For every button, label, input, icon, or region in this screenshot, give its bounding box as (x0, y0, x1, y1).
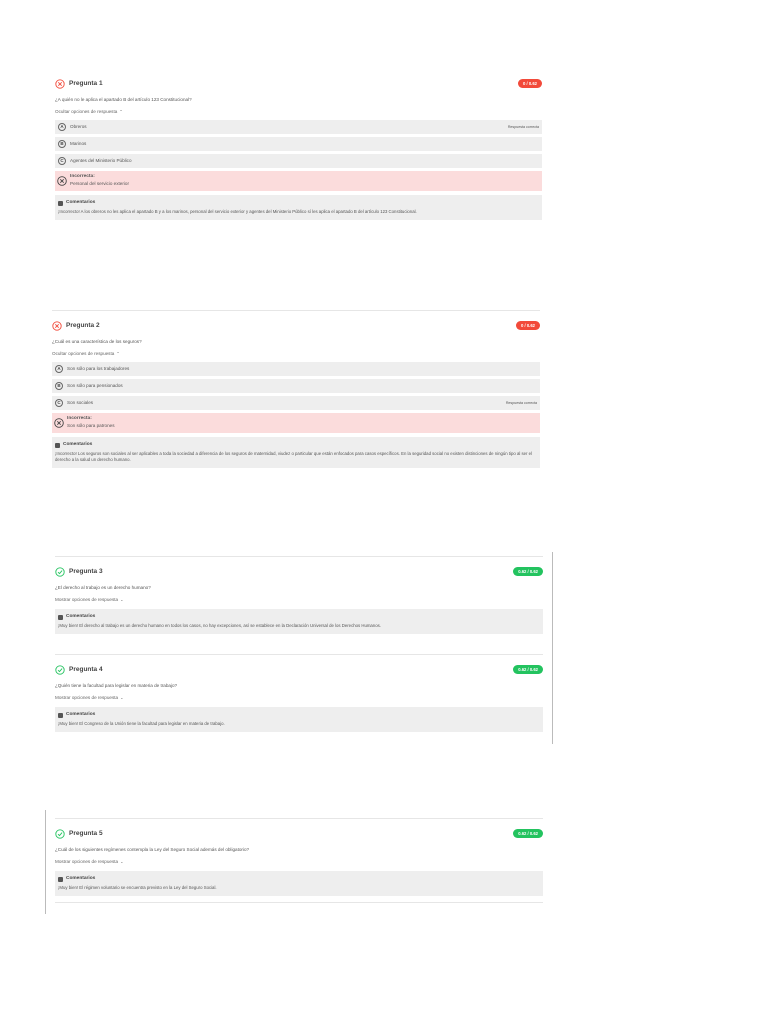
question-text: ¿Cuál es una característica de los seguros? (52, 339, 142, 344)
incorrect-label: Incorrecta: (67, 416, 92, 421)
comment-title: Comentarios (66, 614, 96, 619)
option-label: Son sólo para patrones (67, 423, 115, 428)
score-badge: 0.62 / 0.62 (513, 665, 543, 674)
comment-icon (55, 443, 60, 448)
incorrect-circle-icon (52, 321, 62, 331)
comment-title: Comentarios (66, 712, 96, 717)
option-letter: B (58, 140, 66, 148)
question-title: Pregunta 2 (66, 322, 100, 329)
page-edge-line (45, 810, 46, 914)
selected-incorrect-option[interactable] (55, 171, 542, 191)
question-text: ¿A quién no le aplica el apartado B del artículo 123 Constitucional? (55, 97, 192, 102)
comment-icon (58, 201, 63, 206)
answer-option-a[interactable] (55, 120, 542, 134)
option-label: Personal del servicio exterior (70, 181, 129, 186)
comment-title: Comentarios (63, 442, 93, 447)
chevron-up-icon: ⌃ (119, 109, 123, 114)
selected-incorrect-option[interactable] (52, 413, 540, 433)
question-header (55, 567, 543, 581)
toggle-label: Ocultar opciones de respuesta (55, 109, 118, 114)
correct-answer-tag: Respuesta correcta (507, 124, 539, 129)
scrollbar-edge (552, 552, 553, 744)
toggle-options-link[interactable] (55, 695, 543, 701)
chevron-down-icon: ⌄ (120, 859, 124, 864)
answer-option-c[interactable] (55, 154, 542, 168)
option-label: Son sólo para pensionados (67, 383, 123, 388)
comment-header (58, 200, 539, 206)
option-label: Son sólo para los trabajadores (67, 366, 130, 371)
comment-title: Comentarios (66, 876, 96, 881)
toggle-label: Mostrar opciones de respuesta (55, 597, 119, 602)
comment-box (55, 871, 543, 896)
score-badge: 0 / 0.62 (518, 79, 542, 88)
toggle-label: Mostrar opciones de respuesta (55, 695, 119, 700)
question-card-2 (52, 310, 540, 468)
check-circle-icon (55, 567, 65, 577)
incorrect-label: Incorrecta: (70, 174, 95, 179)
toggle-label: Mostrar opciones de respuesta (55, 859, 119, 864)
comment-text: ¡Muy bien! El régimen voluntario se encuentra previsto en la Ley del Seguro Social. (58, 885, 217, 890)
question-header (55, 665, 543, 679)
question-card-5 (55, 818, 543, 903)
comment-icon (58, 615, 63, 620)
option-letter: A (55, 365, 63, 373)
toggle-options-link[interactable] (52, 351, 540, 357)
incorrect-x-icon (57, 176, 67, 186)
toggle-label: Ocultar opciones de respuesta (52, 351, 115, 356)
option-label: Marinos (70, 141, 87, 146)
question-header (55, 79, 542, 93)
option-letter: C (58, 157, 66, 165)
check-circle-icon (55, 829, 65, 839)
chevron-up-icon: ⌃ (116, 351, 120, 356)
comment-text: ¡Incorrecto! Los seguros son sociales al ser aplicables a toda la sociedad a diferencia de los seguros de maternidad, viudez o particular que están enfocados para casos específicos. En la seguridad social no existen distinciones de ningún tipo al ser el derecho a la salud un derecho humano. (55, 451, 532, 462)
score-badge: 0 / 0.62 (516, 321, 540, 330)
question-header (52, 321, 540, 335)
option-label: Agentes del Ministerio Público (70, 158, 132, 163)
toggle-options-link[interactable] (55, 109, 542, 115)
toggle-options-link[interactable] (55, 597, 543, 603)
question-title: Pregunta 4 (69, 666, 103, 673)
option-letter: B (55, 382, 63, 390)
toggle-options-link[interactable] (55, 859, 543, 865)
chevron-down-icon: ⌄ (120, 695, 124, 700)
answer-option-b[interactable] (52, 379, 540, 393)
question-text: ¿Cuál de los siguientes regímenes contempla la Ley del Seguro Social además del obligatorio? (55, 847, 250, 852)
chevron-down-icon: ⌄ (120, 597, 124, 602)
comment-box (55, 609, 543, 634)
comment-header (58, 614, 540, 620)
question-text: ¿El derecho al trabajo es un derecho humano? (55, 585, 151, 590)
option-letter: C (55, 399, 63, 407)
comment-text: ¡Incorrecto! A los obreros no les aplica el apartado B y a los marinos, personal del servicio exterior y agentes del Ministerio Público sí les aplica el apartado B del artículo 123 Constitucional. (58, 209, 417, 214)
correct-answer-tag: Respuesta correcta (505, 400, 537, 405)
score-badge: 0.62 / 0.62 (513, 567, 543, 576)
incorrect-x-icon (54, 418, 64, 428)
option-label: Obreros (70, 124, 87, 129)
option-label: Son sociales (67, 400, 94, 405)
question-text: ¿Quién tiene la facultad para legislar en materia de trabajo? (55, 683, 178, 688)
comment-text: ¡Muy bien! El derecho al trabajo es un derecho humano en todos los casos, no hay excepciones, así se establece en la Declaración Universal de los Derechos Humanos. (58, 623, 381, 628)
comment-icon (58, 877, 63, 882)
question-title: Pregunta 1 (69, 80, 103, 87)
comment-title: Comentarios (66, 200, 96, 205)
question-header (55, 829, 543, 843)
question-title: Pregunta 3 (69, 568, 103, 575)
score-badge: 0.62 / 0.62 (513, 829, 543, 838)
question-title: Pregunta 5 (69, 830, 103, 837)
comment-text: ¡Muy bien! El Congreso de la Unión tiene la facultad para legislar en materia de trabajo. (58, 721, 225, 726)
check-circle-icon (55, 665, 65, 675)
comment-box (55, 195, 542, 220)
comment-box (52, 437, 540, 468)
comment-header (58, 876, 540, 882)
answer-option-a[interactable] (52, 362, 540, 376)
question-card-1 (55, 79, 542, 220)
question-card-4 (55, 654, 543, 732)
comment-box (55, 707, 543, 732)
answer-option-c[interactable] (52, 396, 540, 410)
option-letter: A (58, 123, 66, 131)
comment-header (58, 712, 540, 718)
comment-icon (58, 713, 63, 718)
comment-header (55, 442, 537, 448)
question-card-3 (55, 556, 543, 634)
answer-option-b[interactable] (55, 137, 542, 151)
incorrect-circle-icon (55, 79, 65, 89)
